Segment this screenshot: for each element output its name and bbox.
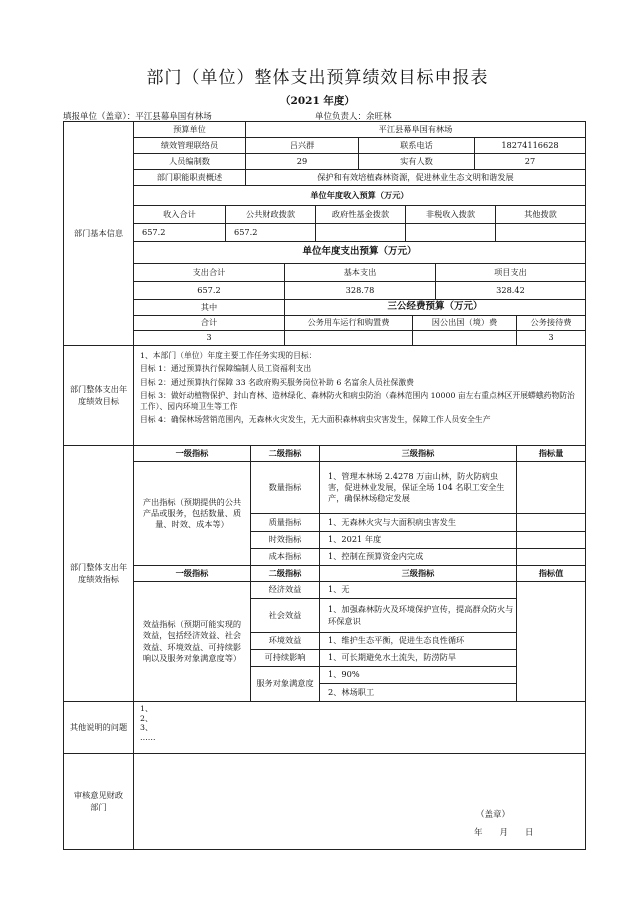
benefit-level2: 可持续影响 xyxy=(251,650,320,667)
expense-budget-title: 单位年度支出预算（万元） xyxy=(134,242,585,264)
three-public-header: 公务用车运行和购置费 xyxy=(285,316,413,331)
indicator-header: 二级指标 xyxy=(251,446,320,462)
contact-label: 绩效管理联络员 xyxy=(134,138,246,154)
other-note-line: 1、 xyxy=(140,704,153,713)
expense-value: 657.2 xyxy=(134,282,285,300)
income-header: 其他拨款 xyxy=(496,206,585,224)
three-public-value xyxy=(413,331,517,346)
three-public-value: 3 xyxy=(134,331,285,346)
benefit-level3: 1、90% xyxy=(320,667,517,684)
income-value xyxy=(316,224,406,242)
other-notes xyxy=(134,702,585,754)
three-public-header: 因公出国（境）费 xyxy=(413,316,517,331)
benefit-level2: 经济效益 xyxy=(251,582,320,599)
goal-line: 1、本部门（单位）年度主要工作任务实现的目标： xyxy=(140,351,317,360)
output-level2: 数量指标 xyxy=(251,462,320,514)
income-header: 政府性基金拨款 xyxy=(316,206,406,224)
other-note-line: …… xyxy=(140,733,156,743)
actual-label: 实有人数 xyxy=(359,154,475,170)
form-table xyxy=(63,121,586,850)
goal-line: 目标 3：做好动植物保护、封山育林、造林绿化、森林防火和病虫防治（森林范围内 10000 亩左右重点林区开展蟒蛾药物防治工作）、园内环境卫生等工作 xyxy=(140,390,575,412)
benefit-level2: 社会效益 xyxy=(251,599,320,633)
unit-name-value: 平江县幕阜国有林场 xyxy=(246,122,585,138)
output-level3: 1、2021 年度 xyxy=(320,532,517,549)
phone-value: 18274116628 xyxy=(475,138,585,154)
benefit-level3: 2、林场职工 xyxy=(320,684,517,702)
form-year: （2021 年度） xyxy=(280,95,355,107)
goal-line: 目标 2：通过预算执行保障 33 名政府购买服务岗位补助 6 名富余人员社保激费 xyxy=(140,377,414,387)
actual-value: 27 xyxy=(475,154,585,170)
review-label: 审核意见财政部门 xyxy=(64,754,134,849)
output-amount xyxy=(517,514,585,532)
indicator-header: 二级指标 xyxy=(251,566,320,582)
income-value xyxy=(406,224,496,242)
three-public-value xyxy=(285,331,413,346)
indicator-header: 一级指标 xyxy=(134,446,251,462)
output-level2: 质量指标 xyxy=(251,514,320,532)
review-seal: （盖章） xyxy=(476,810,511,820)
indicator-header: 指标值 xyxy=(517,566,585,582)
unit-name-label: 预算单位 xyxy=(134,122,246,138)
income-value: 657.2 xyxy=(226,224,316,242)
contact-value: 吕兴群 xyxy=(246,138,359,154)
goal-section-label: 部门整体支出年度绩效目标 xyxy=(64,346,134,446)
output-amount xyxy=(517,532,585,549)
duty-label: 部门职能职责概述 xyxy=(134,170,246,186)
goal-line: 目标 4：确保林场营销范围内，无森林火灾发生，无大面积森林病虫灾害发生，保障工作人员安全生产 xyxy=(140,415,491,425)
income-header: 收入合计 xyxy=(134,206,226,224)
other-note-line: 3、 xyxy=(140,723,153,733)
output-indicator-label: 产出指标（预期提供的公共产品或服务，包括数量、质量、时效、成本等） xyxy=(134,462,251,566)
output-level3: 1、控制在预算资金内完成 xyxy=(320,549,517,566)
among-label: 其中 xyxy=(134,300,285,316)
income-header: 公共财政拨款 xyxy=(226,206,316,224)
output-level2: 时效指标 xyxy=(251,532,320,549)
income-value xyxy=(496,224,585,242)
three-public-title: 三公经费预算（万元） xyxy=(285,300,585,316)
output-amount xyxy=(517,462,585,514)
indicator-section-label: 部门整体支出年度绩效指标 xyxy=(64,446,134,702)
income-header: 非税收入拨款 xyxy=(406,206,496,224)
three-public-header: 公务接待费 xyxy=(517,316,585,331)
duty-value: 保护和有效培植森林资源，促进林业生态文明和谐发展 xyxy=(246,170,585,186)
indicator-header: 三级指标 xyxy=(320,446,517,462)
income-budget-title: 单位年度收入预算（万元） xyxy=(134,186,585,206)
benefit-level2: 环境效益 xyxy=(251,633,320,650)
form-title: 部门（单位）整体支出预算绩效目标申报表 xyxy=(146,68,489,88)
other-note-line: 2、 xyxy=(140,713,153,723)
income-value: 657.2 xyxy=(134,224,226,242)
benefit-value xyxy=(517,582,585,702)
benefit-level3: 1、可长期避免水土流失，防涝防旱 xyxy=(320,650,517,667)
output-level3: 1、管理本林场 2.4278 万亩山林，防火防病虫害，促进林业发展，保证全场 104 名职工安全生产，确保林场稳定发展 xyxy=(320,462,517,514)
output-level3: 1、无森林火灾与大面积病虫害发生 xyxy=(320,514,517,532)
output-amount xyxy=(517,549,585,566)
goal-list xyxy=(134,346,585,446)
indicator-header: 一级指标 xyxy=(134,566,251,582)
benefit-level3: 1、无 xyxy=(320,582,517,599)
indicator-header: 指标量 xyxy=(517,446,585,462)
three-public-value: 3 xyxy=(517,331,585,346)
staff-label: 人员编制数 xyxy=(134,154,246,170)
benefit-level3: 1、加强森林防火及环境保护宣传，提高群众防火与环保意识 xyxy=(320,599,517,633)
expense-value: 328.42 xyxy=(436,282,585,300)
basic-info-section-label: 部门基本信息 xyxy=(64,122,134,346)
staff-value: 29 xyxy=(246,154,359,170)
expense-header: 项目支出 xyxy=(436,264,585,282)
expense-value: 328.78 xyxy=(285,282,436,300)
output-level2: 成本指标 xyxy=(251,549,320,566)
benefit-level3: 1、维护生态平衡，促进生态良性循环 xyxy=(320,633,517,650)
filing-unit: 填报单位（盖章）：平江县幕阜国有林场 xyxy=(63,112,212,122)
expense-header: 支出合计 xyxy=(134,264,285,282)
other-notes-label: 其他说明的问题 xyxy=(64,702,134,754)
goal-line: 目标 1：通过预算执行保障编制人员工资福利支出 xyxy=(140,364,312,374)
benefit-indicator-label: 效益指标（预期可能实现的效益，包括经济效益、社会效益、环境效益、可持续影响以及服务对象满意度等） xyxy=(134,582,251,702)
review-date: 年 月 日 xyxy=(474,828,534,838)
benefit-level2: 服务对象满意度 xyxy=(251,667,320,702)
unit-leader: 单位负责人：余旺林 xyxy=(315,112,392,122)
three-public-header: 合计 xyxy=(134,316,285,331)
indicator-header: 三级指标 xyxy=(320,566,517,582)
phone-label: 联系电话 xyxy=(359,138,475,154)
expense-header: 基本支出 xyxy=(285,264,436,282)
